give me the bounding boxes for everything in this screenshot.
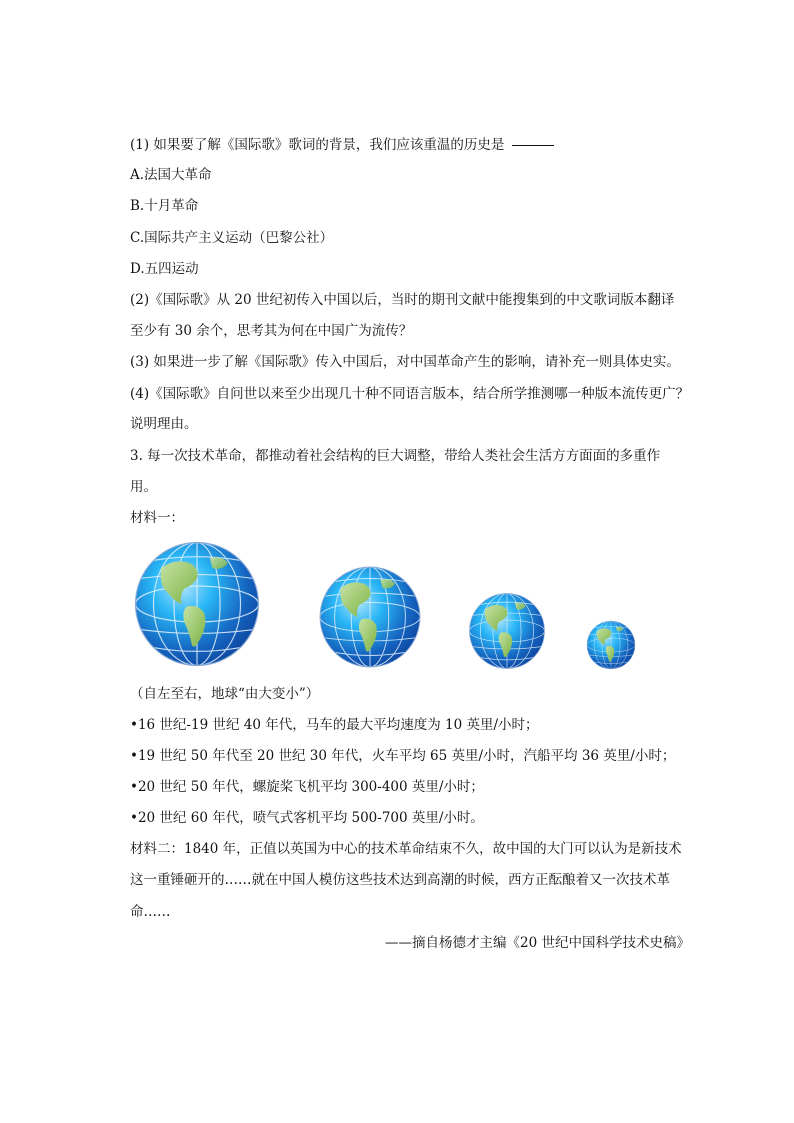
q4-line2: 说明理由。 bbox=[130, 416, 198, 432]
q1-option-a: A.法国大革命 bbox=[130, 167, 212, 183]
q1-option-c: C.国际共产主义运动（巴黎公社） bbox=[130, 230, 334, 246]
bullet-3: •20 世纪 50 年代，螺旋桨飞机平均 300-400 英里/小时； bbox=[130, 779, 484, 795]
question3-line1: 3. 每一次技术革命，都推动着社会结构的巨大调整，带给人类社会生活方方面面的多重作 bbox=[130, 448, 661, 464]
bullet-2: •19 世纪 50 年代至 20 世纪 30 年代，火车平均 65 英里/小时，汽船平均 36 英里/小时； bbox=[130, 748, 676, 764]
question3-line2: 用。 bbox=[130, 479, 157, 495]
q1-text: (1) 如果要了解《国际歌》歌词的背景，我们应该重温的历史是 bbox=[130, 137, 505, 153]
bullet-4: •20 世纪 60 年代，喷气式客机平均 500-700 英里/小时。 bbox=[130, 810, 484, 826]
q3-text: (3) 如果进一步了解《国际歌》传入中国后，对中国革命产生的影响，请补充一则具体史实。 bbox=[130, 354, 680, 370]
material2-line1: 材料二：1840 年，正值以英国为中心的技术革命结束不久，故中国的大门可以认为是新技术 bbox=[130, 841, 682, 857]
globe-small-icon bbox=[468, 592, 546, 670]
bullet-1: •16 世纪-19 世纪 40 年代，马车的最大平均速度为 10 英里/小时； bbox=[130, 717, 539, 733]
q1-question bbox=[130, 136, 554, 154]
material2-line2: 这一重锤砸开的……就在中国人模仿这些技术达到高潮的时候，西方正酝酿着又一次技术革 bbox=[130, 872, 670, 888]
globe-caption: （自左至右，地球“由大变小”） bbox=[130, 686, 320, 702]
q1-option-d: D.五四运动 bbox=[130, 261, 199, 277]
material1-label: 材料一： bbox=[130, 510, 184, 526]
q2-line1: (2)《国际歌》从 20 世纪初传入中国以后，当时的期刊文献中能搜集到的中文歌词版本翻译 bbox=[130, 292, 675, 308]
globe-smallest-icon bbox=[586, 620, 636, 670]
globe-medium-icon bbox=[318, 565, 422, 669]
q4-line1: (4)《国际歌》自问世以来至少出现几十种不同语言版本，结合所学推测哪一种版本流传更广？ bbox=[130, 386, 690, 402]
q1-option-b: B.十月革命 bbox=[130, 198, 199, 214]
globe-large-icon bbox=[133, 540, 261, 668]
answer-blank bbox=[512, 145, 554, 146]
q2-line2: 至少有 30 余个，思考其为何在中国广为流传？ bbox=[130, 323, 413, 339]
material2-line3: 命…… bbox=[130, 904, 171, 920]
material2-source: ——摘自杨德才主编《20 世纪中国科学技术史稿》 bbox=[385, 935, 690, 951]
